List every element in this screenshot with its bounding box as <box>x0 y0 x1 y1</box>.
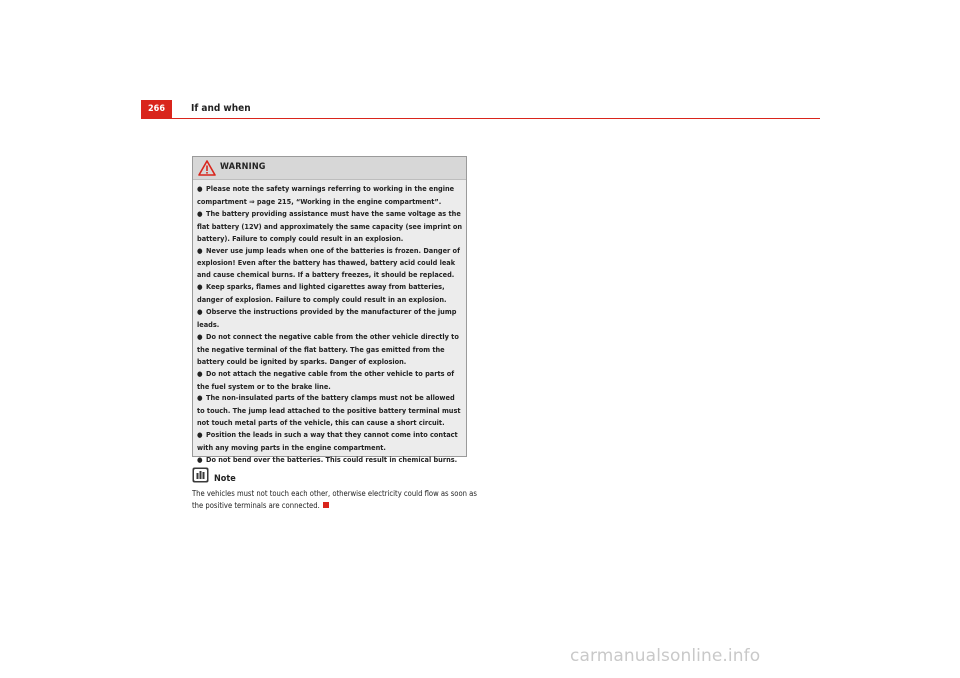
page-number: 266 <box>141 100 172 118</box>
warning-item: ● The non-insulated parts of the battery clamps must not be allowed to touch. The jump lead attached to the positive battery terminal must not touch metal parts of the vehicle, this can cause a short circuit. <box>197 393 461 428</box>
warning-title: WARNING <box>220 162 266 172</box>
bullet-icon: ● <box>197 185 203 193</box>
note-text: The vehicles must not touch each other, otherwise electricity could flow as soon as the positive terminals are connected. <box>192 489 477 510</box>
section-title: If and when <box>191 103 251 114</box>
bullet-icon: ● <box>197 332 203 341</box>
bullet-icon: ● <box>197 431 203 440</box>
warning-list <box>193 180 466 467</box>
bullet-icon: ● <box>197 308 203 317</box>
bullet-icon: ● <box>197 455 203 464</box>
warning-item: ● Never use jump leads when one of the batteries is frozen. Danger of explosion! Even after the battery has thawed, battery acid could leak and cause chemical burns. If a battery freezes, it should be replaced. <box>197 245 460 280</box>
bullet-icon: ● <box>197 394 203 403</box>
end-of-section-icon <box>323 502 329 508</box>
warning-item: ● Do not connect the negative cable from the other vehicle directly to the negative terminal of the flat battery. The gas emitted from the battery could be ignited by sparks. Danger of explosion. <box>197 331 459 366</box>
page-header <box>141 100 820 119</box>
warning-box <box>192 156 467 464</box>
note-info-icon <box>192 467 209 483</box>
warning-header <box>193 157 466 180</box>
warning-item: ● Please note the safety warnings referring to working in the engine compartment ⇒ page 215, “Working in the engine compartment”. <box>197 184 455 206</box>
watermark: carmanualsonline.info <box>570 646 761 666</box>
bullet-icon: ● <box>197 246 203 255</box>
bullet-icon: ● <box>197 209 203 218</box>
warning-item: ● Do not bend over the batteries. This could result in chemical burns. <box>197 454 463 467</box>
warning-item: ● Position the leads in such a way that they cannot come into contact with any moving parts in the engine compartment. <box>197 430 458 453</box>
bullet-icon: ● <box>197 283 203 292</box>
note-title: Note <box>214 474 236 484</box>
warning-item: ● Keep sparks, flames and lighted cigarettes away from batteries, danger of explosion. Failure to comply could result in an explosion. <box>197 282 447 305</box>
warning-item: ● Observe the instructions provided by the manufacturer of the jump leads. <box>197 307 457 329</box>
bullet-icon: ● <box>197 369 203 378</box>
warning-item: ● Do not attach the negative cable from the other vehicle to parts of the fuel system or to the brake line. <box>197 368 455 391</box>
warning-triangle-icon <box>198 160 216 176</box>
warning-item: ● The battery providing assistance must have the same voltage as the flat battery (12V) and approximately the same capacity (see imprint on battery). Failure to comply could result in an explosion. <box>197 208 463 243</box>
